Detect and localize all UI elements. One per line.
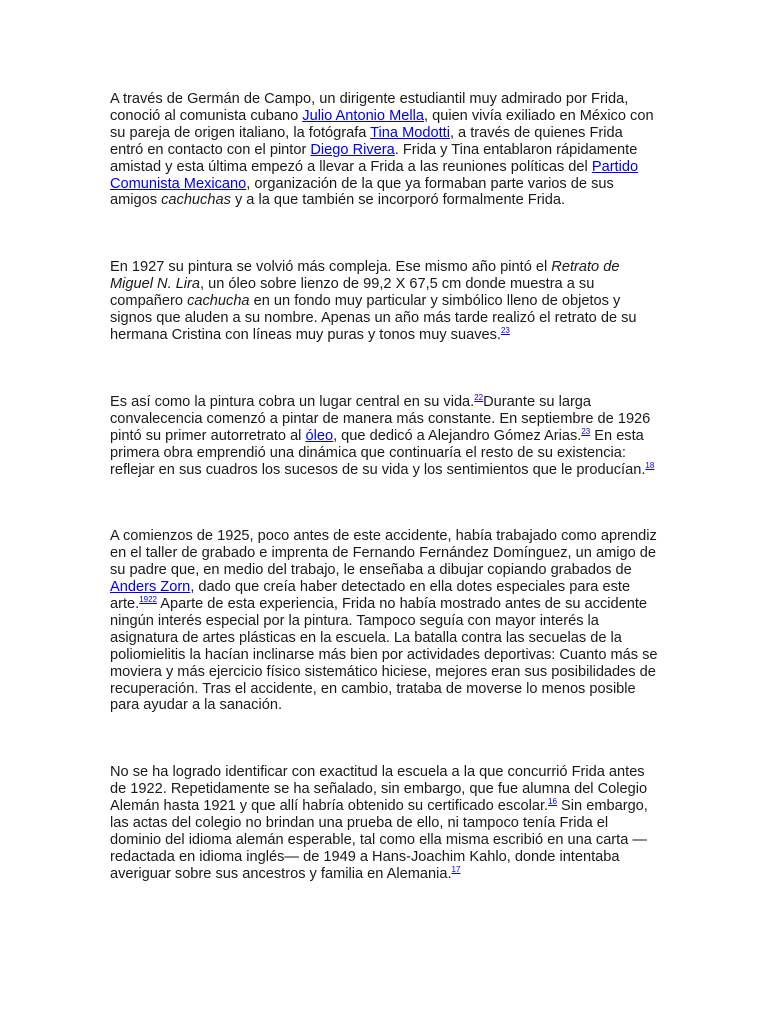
paragraph-pintura-central xyxy=(110,394,658,479)
paragraph-spacer xyxy=(110,714,658,764)
italic-text: cachucha xyxy=(187,293,250,310)
link-oleo[interactable]: óleo xyxy=(305,427,334,444)
paragraph-spacer xyxy=(110,209,658,259)
text: , que dedicó a Alejandro Gómez Arias. xyxy=(333,427,582,444)
paragraph-spacer xyxy=(110,344,658,394)
text: Aparte de esta experiencia, Frida no había mostrado antes de su accidente ningún interés especial por la pintura. Tampoco seguía con mayor interés la asignatura de artes plásticas en la escuela. La batalla contra las secuelas de la poliomielitis la hacían inclinarse más bien por actividades deportivas: Cuanto más se moviera y más ejercicio físico sistemático hiciese, mejores eran sus posibilidades de recuperación. Tras el accidente, en cambio, trataba de moverse lo menos posible para ayudar a la sanación. xyxy=(110,596,658,714)
document-body xyxy=(110,91,658,883)
paragraph-colegio-aleman xyxy=(110,764,658,882)
text: Sin embargo, las actas del colegio no brindan una prueba de ello, ni tampoco tenía Frida el dominio del idioma alemán esperable, tal como ella misma escribió en una carta —redactada en idioma inglés— de 1949 a Hans-Joachim Kahlo, donde intentaba averiguar sobre sus ancestros y familia en Alemania. xyxy=(110,798,648,882)
text: En esta primera obra emprendió una dinámica que continuaría el resto de su existencia: reflejar en sus cuadros los sucesos de su vida y los sentimientos que le producían. xyxy=(110,427,646,478)
paragraph-mella xyxy=(110,91,658,209)
text: . Frida y Tina entablaron rápidamente amistad y esta última empezó a llevar a Frida a las reuniones políticas del xyxy=(110,141,638,175)
link-tina-modotti[interactable]: Tina Modotti xyxy=(370,124,450,141)
italic-text: cachuchas xyxy=(161,192,231,209)
footnote-link[interactable]: 16 xyxy=(548,797,557,807)
footnote-link[interactable]: 23 xyxy=(581,426,591,436)
text: , dado que creía haber detectado en ella dotes especiales para este arte. xyxy=(110,579,631,613)
text: A comienzos de 1925, poco antes de este accidente, había trabajado como aprendiz en el taller de grabado e imprenta de Fernando Fernández Domínguez, un amigo de su padre que, en medio del trabajo, le enseñaba a dibujar copiando grabados de xyxy=(110,528,657,579)
text: , organización de la que ya formaban parte varios de sus amigos xyxy=(110,175,614,209)
text: , a través de quienes Frida entró en contacto con el pintor xyxy=(110,124,623,158)
text: No se ha logrado identificar con exactitud la escuela a la que concurrió Frida antes de 1922. Repetidamente se ha señalado, sin embargo, que fue alumna del Colegio Alemán hasta 1921 y que allí habría obtenido su certificado escolar. xyxy=(110,764,648,815)
paragraph-taller-grabado xyxy=(110,528,658,714)
link-partido-comunista-mexicano[interactable]: Partido Comunista Mexicano xyxy=(110,158,639,192)
paragraph-spacer xyxy=(110,478,658,528)
text: Es así como la pintura cobra un lugar central en su vida. xyxy=(110,393,475,410)
text: A través de Germán de Campo, un dirigente estudiantil muy admirado por Frida, conoció al comunista cubano xyxy=(110,91,629,124)
link-diego-rivera[interactable]: Diego Rivera xyxy=(310,141,395,158)
footnote-link[interactable]: 22 xyxy=(474,392,484,402)
footnote-link[interactable]: 18 xyxy=(645,460,655,470)
link-anders-zorn[interactable]: Anders Zorn xyxy=(110,579,191,596)
text: Durante su larga convalecencia comenzó a pintar de manera más constante. En septiembre de 1926 pintó su primer autorretrato al xyxy=(110,393,651,444)
text: , quien vivía exiliado en México con su pareja de origen italiano, la fotógrafa xyxy=(110,107,654,141)
footnote-link[interactable]: 17 xyxy=(451,864,461,874)
footnote-link[interactable]: 1922 xyxy=(139,595,157,605)
text: , un óleo sobre lienzo de 99,2 X 67,5 cm donde muestra a su compañero xyxy=(110,276,595,310)
link-julio-antonio-mella[interactable]: Julio Antonio Mella xyxy=(302,107,424,124)
text: y a la que también se incorporó formalmente Frida. xyxy=(230,192,566,209)
footnote-link[interactable]: 23 xyxy=(500,325,510,335)
paragraph-retrato-lira xyxy=(110,259,658,344)
text: En 1927 su pintura se volvió más compleja. Ese mismo año pintó el xyxy=(110,259,552,276)
italic-title: Retrato de Miguel N. Lira xyxy=(110,259,620,293)
text: en un fondo muy particular y simbólico lleno de objetos y signos que aluden a su nombre. Apenas un año más tarde realizó el retrato de su hermana Cristina con líneas muy puras y tonos muy suaves. xyxy=(110,293,637,343)
